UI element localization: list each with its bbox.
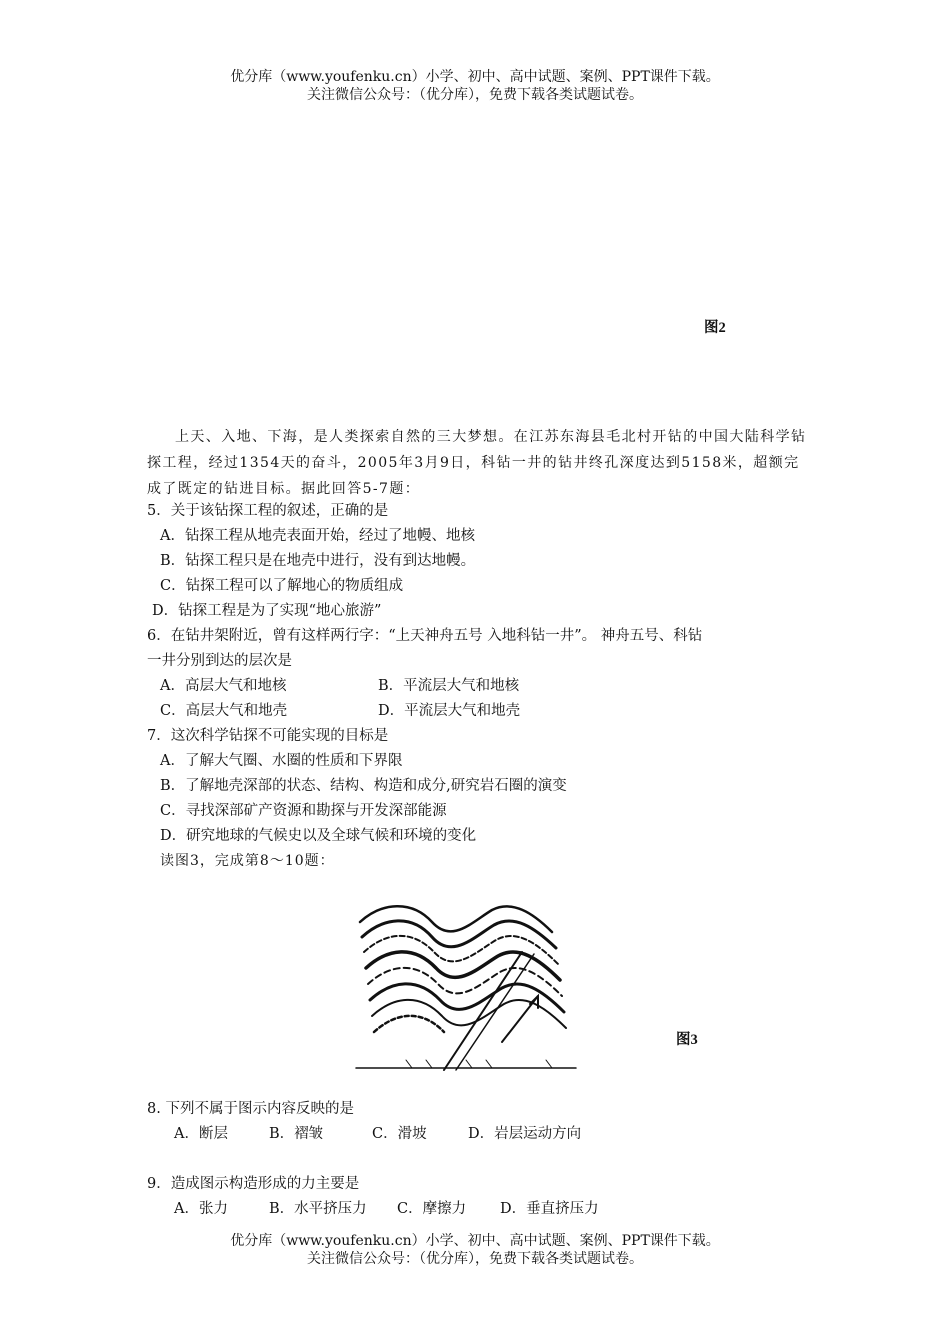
question-6-option-b: B．平流层大气和地核 <box>378 678 520 694</box>
question-9-option-b: B．水平挤压力 <box>269 1201 367 1217</box>
question-6-stem-line-2: 一井分别到达的层次是 <box>147 653 292 669</box>
fold-layer <box>366 952 560 980</box>
question-6-option-a: A．高层大气和地核 <box>160 678 287 694</box>
question-5-option-c: C．钻探工程可以了解地心的物质组成 <box>160 578 404 594</box>
fold-layer <box>372 1000 566 1028</box>
question-8-option-a: A．断层 <box>174 1126 228 1142</box>
fault-line <box>456 954 534 1070</box>
question-7-stem: 7．这次科学钻探不可能实现的目标是 <box>147 728 389 744</box>
question-8-option-d: D．岩层运动方向 <box>468 1126 582 1142</box>
question-9-option-a: A．张力 <box>174 1201 228 1217</box>
intro-text: 上天、入地、下海，是人类探索自然的三大梦想。在江苏东海县毛北村开钻的中国大陆科学钻探工程，经过1354天的奋斗，2005年3月9日，科钻一井的钻井终孔深度达到5158米，超额完成了既定的钻进目标。据此回答5-7题： <box>147 429 807 497</box>
fold-layer <box>362 921 556 948</box>
question-8-stem: 8. 下列不属于图示内容反映的是 <box>147 1101 354 1117</box>
header-line-1: 优分库（www.youfenku.cn）小学、初中、高中试题、案例、PPT课件下载。 <box>230 69 720 85</box>
fold-layer <box>360 906 552 932</box>
hatch-marks <box>406 1060 552 1068</box>
fold-layer <box>368 968 562 996</box>
figure-3-illustration <box>352 892 580 1072</box>
question-9-stem: 9．造成图示构造形成的力主要是 <box>147 1176 360 1192</box>
header-line-2: 关注微信公众号：（优分库），免费下载各类试题试卷。 <box>307 87 643 103</box>
figure-3-label: 图3 <box>676 1032 698 1048</box>
question-7-option-d: D．研究地球的气候史以及全球气候和环境的变化 <box>160 828 477 844</box>
question-7-option-b: B．了解地壳深部的状态、结构、构造和成分,研究岩石圈的演变 <box>160 778 567 794</box>
question-8-option-b: B．褶皱 <box>269 1126 324 1142</box>
question-5-option-b: B．钻探工程只是在地壳中进行，没有到达地幔。 <box>160 553 476 569</box>
question-9-option-d: D．垂直挤压力 <box>500 1201 599 1217</box>
question-8-option-c: C．滑坡 <box>372 1126 427 1142</box>
fault-line <box>444 952 522 1070</box>
figure-2-label: 图2 <box>704 320 726 336</box>
question-7-option-a: A．了解大气圈、水圈的性质和下界限 <box>160 753 403 769</box>
intro-paragraph <box>147 424 807 502</box>
question-6-stem-line-1: 6．在钻井架附近，曾有这样两行字：“上天神舟五号 入地科钻一井”。 神舟五号、科钻 <box>147 628 703 644</box>
question-7-option-c: C．寻找深部矿产资源和勘探与开发深部能源 <box>160 803 447 819</box>
question-6-option-c: C．高层大气和地壳 <box>160 703 288 719</box>
footer-line-1: 优分库（www.youfenku.cn）小学、初中、高中试题、案例、PPT课件下载。 <box>230 1233 720 1249</box>
fold-layer <box>364 936 558 964</box>
footer-line-2: 关注微信公众号：（优分库），免费下载各类试题试卷。 <box>307 1251 643 1267</box>
question-6-option-d: D．平流层大气和地壳 <box>378 703 521 719</box>
question-5-option-d: D．钻探工程是为了实现“地心旅游” <box>152 603 382 619</box>
question-5-option-a: A．钻探工程从地壳表面开始，经过了地幔、地核 <box>160 528 475 544</box>
figure-3-intro: 读图3，完成第8～10题： <box>160 853 335 869</box>
question-9-option-c: C．摩擦力 <box>397 1201 467 1217</box>
question-5-stem: 5．关于该钻探工程的叙述，正确的是 <box>147 503 389 519</box>
fold-layer <box>374 1016 444 1032</box>
